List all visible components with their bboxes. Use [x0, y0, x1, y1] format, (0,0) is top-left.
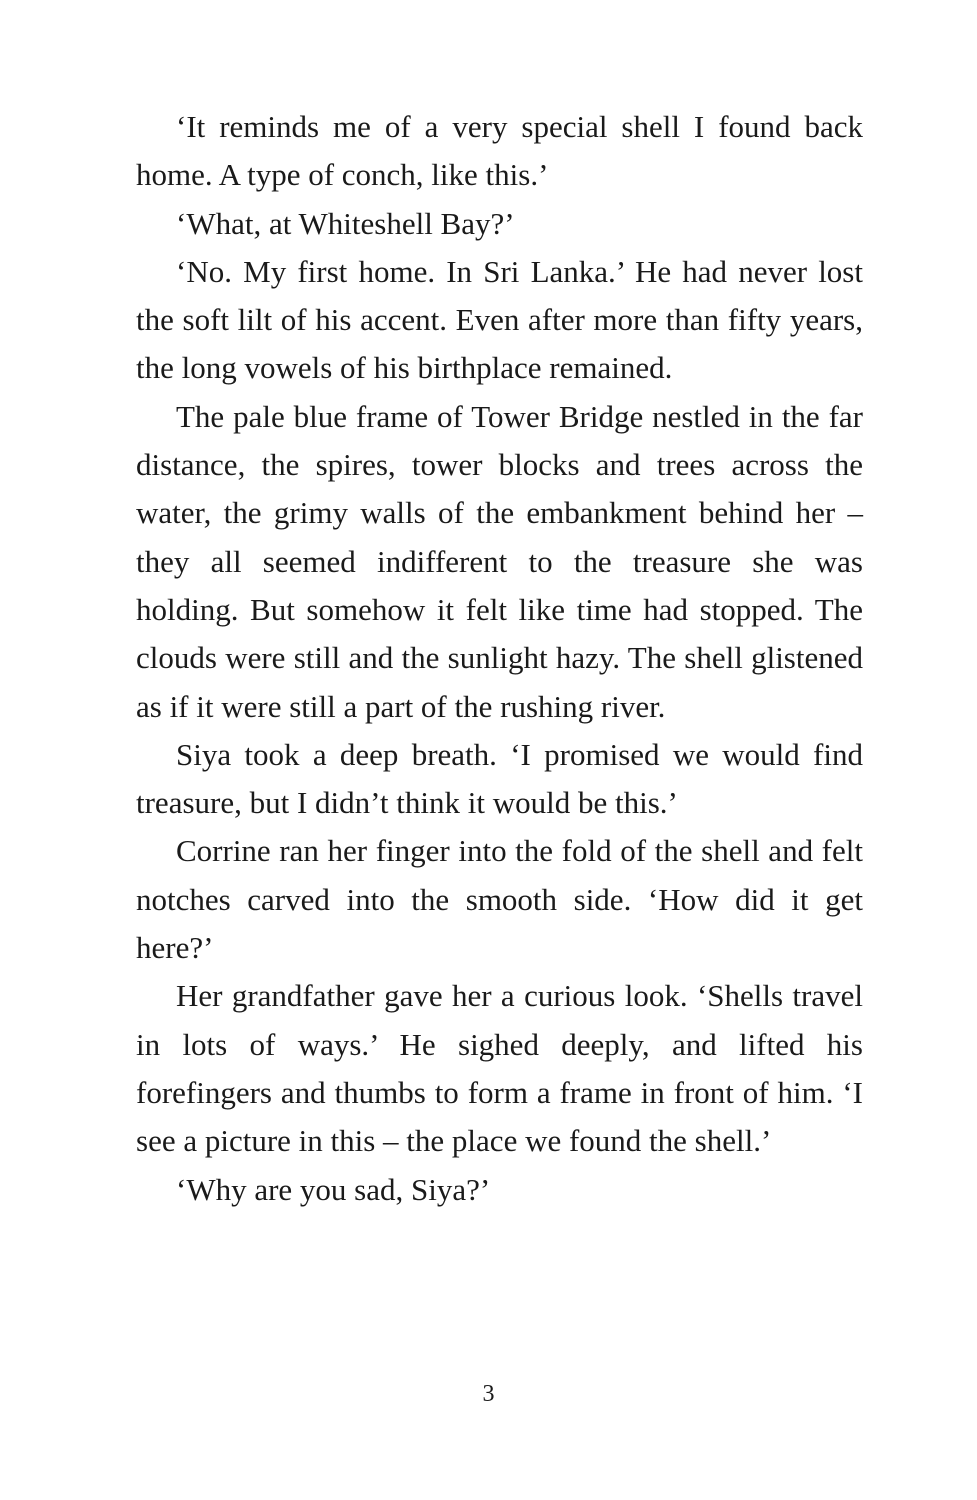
- page-number: 3: [482, 1381, 495, 1407]
- paragraph: Her grandfather gave her a curious look. ‘Shells travel in lots of ways.’ He sighed deeply, and lifted his forefingers and thumbs to form a frame in front of him. ‘I see a picture in this – the place we found the shell.’: [136, 978, 863, 1159]
- paragraph: ‘Why are you sad, Siya?’: [176, 1171, 491, 1207]
- paragraph: Siya took a deep breath. ‘I promised we would find treasure, but I didn’t think it would be this.’: [136, 736, 863, 821]
- paragraph: ‘No. My first home. In Sri Lanka.’ He had never lost the soft lilt of his accent. Even after more than fifty years, the long vowels of his birthplace remained.: [136, 253, 863, 386]
- paragraph: ‘It reminds me of a very special shell I found back home. A type of conch, like this.’: [136, 109, 863, 193]
- paragraph: Corrine ran her finger into the fold of the shell and felt notches carved into the smooth side. ‘How did it get here?’: [136, 833, 863, 966]
- paragraph: ‘What, at Whiteshell Bay?’: [176, 205, 515, 241]
- paragraph: The pale blue frame of Tower Bridge nestled in the far distance, the spires, tower blocks and trees across the water, the grimy walls of the embankment behind her – they all seemed indifferent to the treasure she was holding. But somehow it felt like time had stopped. The clouds were still and the sunlight hazy. The shell glistened as if it were still a part of the rushing river.: [136, 398, 863, 724]
- page-body: [136, 103, 863, 1214]
